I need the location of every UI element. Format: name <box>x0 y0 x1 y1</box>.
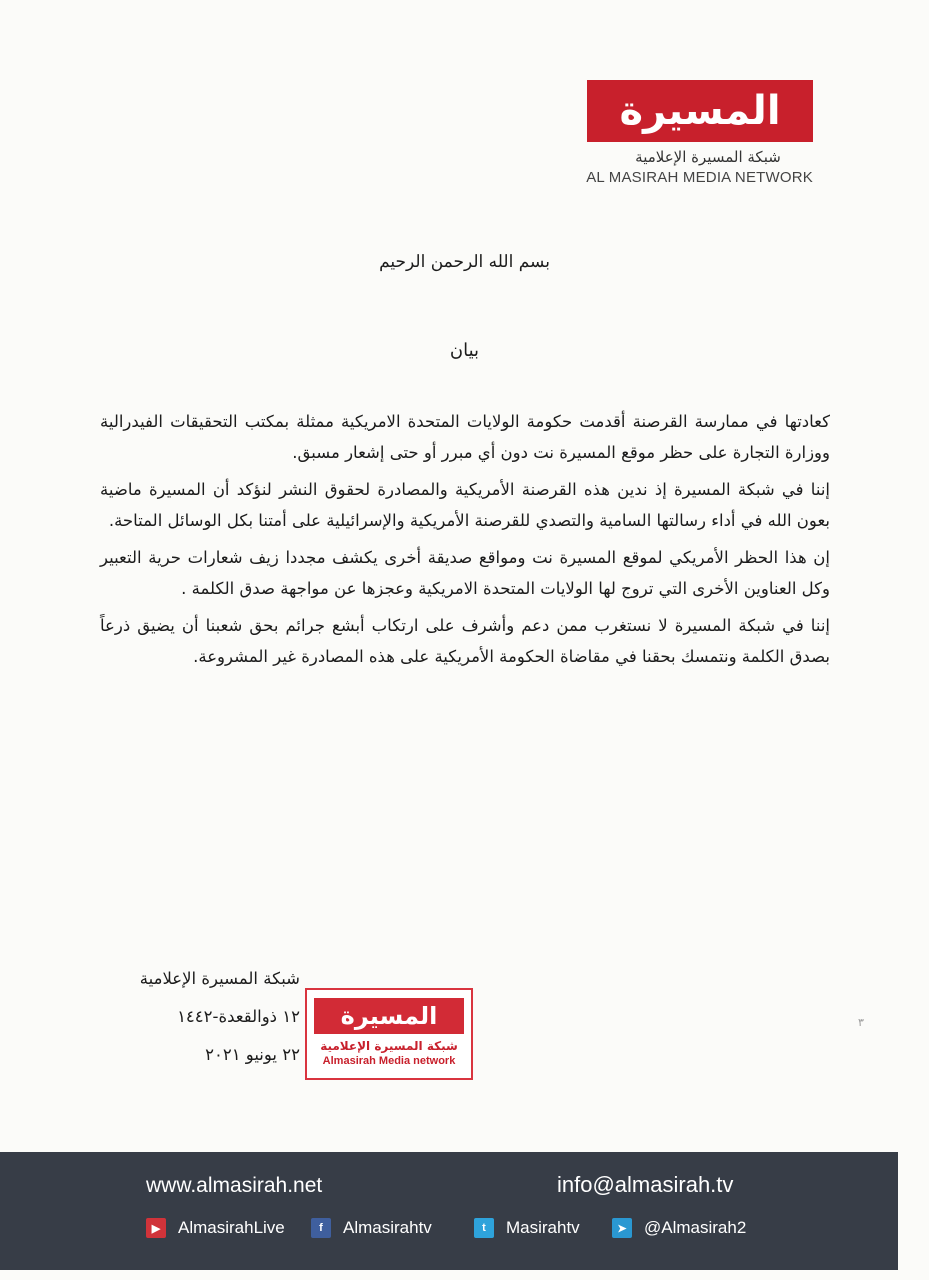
paragraph: كعادتها في ممارسة القرصنة أقدمت حكومة الولايات المتحدة الامريكية ممثلة بمكتب التحقيقات الفيدرالية ووزارة التجارة على حظر موقع المسيرة نت دون أي مبرر أو حتى إشعار مسبق. <box>100 412 830 462</box>
signature-block <box>100 960 300 1074</box>
statement-title: بيان <box>449 340 480 361</box>
page-mark: ٣ <box>858 1016 864 1029</box>
header-logo <box>583 80 813 186</box>
telegram-icon: ➤ <box>612 1218 632 1238</box>
youtube-icon: ▶ <box>146 1218 166 1238</box>
social-telegram[interactable] <box>612 1218 746 1238</box>
social-twitter[interactable] <box>474 1218 580 1238</box>
paragraph: إننا في شبكة المسيرة إذ ندين هذه القرصنة الأمريكية والمصادرة لحقوق النشر لنؤكد أن المسيرة ماضية بعون الله في أداء رسالتها السامية والتصدي للقرصنة الأمريكية والإسرائيلية على أمتنا بكل الوسائل المتاحة. <box>100 480 830 530</box>
footer-bar <box>0 1152 898 1270</box>
social-label: AlmasirahLive <box>178 1218 285 1237</box>
stamp-wordmark: المسيرة <box>340 1002 438 1030</box>
stamp-english-text: Almasirah Media network <box>322 1055 456 1067</box>
social-label: @Almasirah2 <box>644 1218 747 1237</box>
social-youtube[interactable] <box>146 1218 285 1238</box>
logo-wordmark: المسيرة <box>619 88 781 134</box>
paragraph: إن هذا الحظر الأمريكي لموقع المسيرة نت ومواقع صديقة أخرى يكشف مجددا زيف شعارات حرية التعبير وكل العناوين الأخرى التي تروج لها الولايات المتحدة الامريكية وعجزها عن مواجهة صدق الكلمة . <box>100 548 830 598</box>
website-link[interactable]: www.almasirah.net <box>146 1174 323 1197</box>
network-name-english: AL MASIRAH MEDIA NETWORK <box>586 169 813 186</box>
facebook-icon: f <box>311 1218 331 1238</box>
email-link[interactable]: info@almasirah.tv <box>557 1172 734 1197</box>
social-label: Masirahtv <box>506 1218 580 1237</box>
stamp-arabic-text: شبكة المسيرة الإعلامية <box>320 1039 458 1053</box>
social-facebook[interactable] <box>311 1218 432 1238</box>
paragraph: إننا في شبكة المسيرة لا نستغرب ممن دعم وأشرف على ارتكاب أبشع جرائم بحق شعبنا أن يضيق ذرعاً بصدق الكلمة ونتمسك بحقنا في مقاضاة الحكومة الأمريكية على هذه المصادرة غير المشروعة. <box>100 616 830 666</box>
statement-body <box>100 406 830 678</box>
gregorian-date: ٢٢ يونيو ٢٠٢١ <box>205 1045 300 1064</box>
basmala: بسم الله الرحمن الرحيم <box>379 252 550 272</box>
official-stamp <box>305 988 473 1080</box>
signature-org: شبكة المسيرة الإعلامية <box>139 969 300 988</box>
twitter-icon: t <box>474 1218 494 1238</box>
network-name-arabic: شبكة المسيرة الإعلامية <box>635 148 781 166</box>
hijri-date: ١٢ ذوالقعدة-١٤٤٢ <box>177 1007 300 1026</box>
logo-badge <box>587 80 813 142</box>
stamp-badge <box>314 998 464 1034</box>
social-label: Almasirahtv <box>343 1218 432 1237</box>
